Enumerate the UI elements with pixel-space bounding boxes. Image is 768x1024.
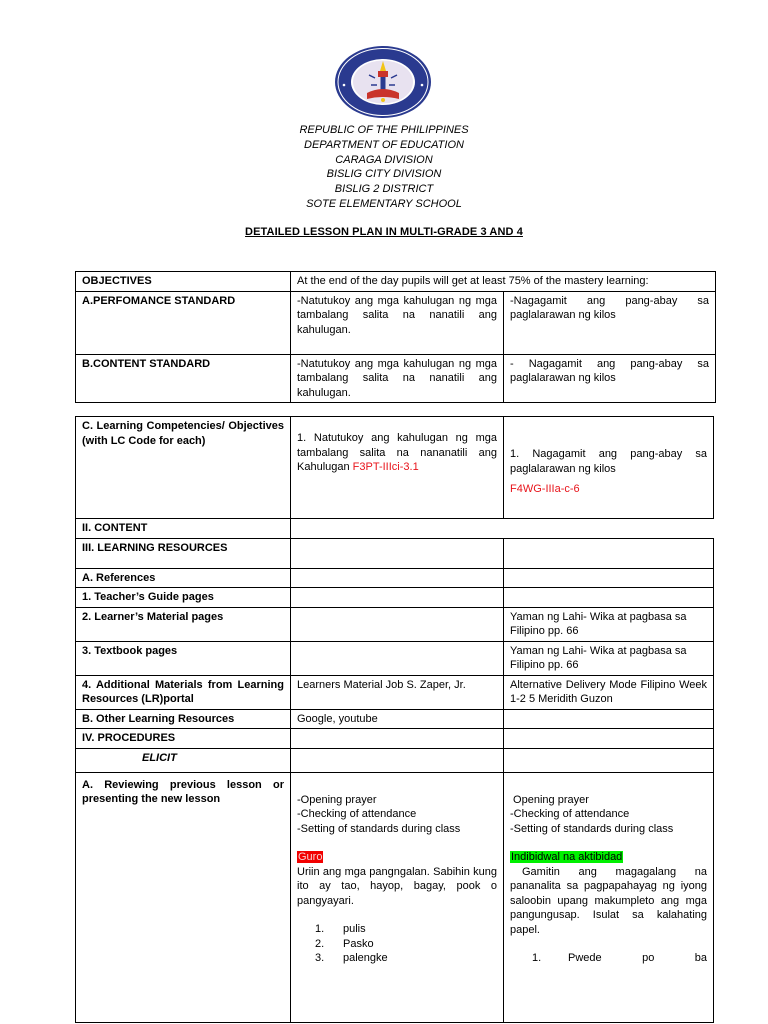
list-item xyxy=(297,951,497,966)
learning-resources-grade4 xyxy=(504,538,714,568)
references-grade4 xyxy=(504,568,714,588)
table-row xyxy=(76,272,716,292)
g3-activity-tag: Guro xyxy=(298,851,323,863)
content-label: II. CONTENT xyxy=(76,519,291,539)
table-row xyxy=(76,519,714,539)
procedures-grade3 xyxy=(291,729,504,749)
other-resources-grade4 xyxy=(504,709,714,729)
objectives-label: OBJECTIVES xyxy=(76,272,291,292)
learners-material-grade3 xyxy=(291,607,504,641)
content-value xyxy=(291,519,714,539)
g3-instruction: Uriin ang mga pangngalan. Sabihin kung ito ay tao, hayop, bagay, pook o pangyayari. xyxy=(297,865,497,907)
reviewing-grade4 xyxy=(504,772,714,1022)
table-row xyxy=(76,538,714,568)
g4-routine-standards: -Setting of standards during class xyxy=(510,822,674,835)
elicit-label: ELICIT xyxy=(76,748,291,772)
additional-materials-grade4: Alternative Delivery Mode Filipino Week 1-2 5 Meridith Guzon xyxy=(504,675,714,709)
g4-routine-attendance: -Checking of attendance xyxy=(510,808,630,820)
header-line-region: CARAGA DIVISION xyxy=(335,153,433,166)
teachers-guide-label: 1. Teacher’s Guide pages xyxy=(76,588,291,608)
g4-item-text: Pwede po ba xyxy=(568,952,707,964)
textbook-pages-grade4: Yaman ng Lahi- Wika at pagbasa sa Filipino pp. 66 xyxy=(504,641,714,675)
g3-item-number: 1. xyxy=(315,923,325,935)
performance-standard-label: A.PERFOMANCE STANDARD xyxy=(76,291,291,354)
performance-standard-grade4: -Nagagamit ang pang-abay sa paglalarawan ng kilos xyxy=(504,291,716,354)
lc-grade4-code: F4WG-IIIa-c-6 xyxy=(510,483,580,495)
document-title: DETAILED LESSON PLAN IN MULTI-GRADE 3 AND 4 xyxy=(245,226,523,238)
additional-materials-label: 4. Additional Materials from Learning Resources (LR)portal xyxy=(76,675,291,709)
elicit-grade3 xyxy=(291,748,504,772)
table-row xyxy=(76,607,714,641)
list-item xyxy=(297,937,497,952)
lc-grade4-text: 1. Nagagamit ang pang-abay sa paglalarawan ng kilos xyxy=(510,448,707,475)
learning-resources-label: III. LEARNING RESOURCES xyxy=(76,538,291,568)
teachers-guide-grade4 xyxy=(504,588,714,608)
learning-competency-grade3 xyxy=(291,417,504,519)
textbook-pages-label: 3. Textbook pages xyxy=(76,641,291,675)
content-standard-grade3: -Natutukoy ang mga kahulugan ng mga tambalang salita na nanatili ang kahulugan. xyxy=(291,354,504,403)
g4-activity-tag: Indibidwal na aktibidad xyxy=(511,851,623,863)
learning-competencies-label: C. Learning Competencies/ Objectives (with LC Code for each) xyxy=(76,417,291,519)
learning-resources-grade3 xyxy=(291,538,504,568)
header-line-department: DEPARTMENT OF EDUCATION xyxy=(304,138,464,151)
learners-material-grade4: Yaman ng Lahi- Wika at pagbasa sa Filipino pp. 66 xyxy=(504,607,714,641)
g3-routine-attendance: -Checking of attendance xyxy=(297,808,417,820)
performance-standard-grade3: -Natutukoy ang mga kahulugan ng mga tambalang salita na nanatili ang kahulugan. xyxy=(291,291,504,354)
table-row xyxy=(76,417,714,519)
g3-item-text: Pasko xyxy=(343,937,374,950)
learning-competency-grade4 xyxy=(504,417,714,519)
other-resources-grade3: Google, youtube xyxy=(291,709,504,729)
content-standard-label: B.CONTENT STANDARD xyxy=(76,354,291,403)
table-row xyxy=(76,291,716,354)
table-row xyxy=(76,772,714,1022)
g3-routine-prayer: -Opening prayer xyxy=(297,793,377,806)
other-resources-label: B. Other Learning Resources xyxy=(76,709,291,729)
g3-item-number: 3. xyxy=(315,952,325,964)
g3-item-text: pulis xyxy=(343,923,366,935)
reviewing-lesson-label: A. Reviewing previous lesson or presenting the new lesson xyxy=(76,772,291,1022)
header-line-school: SOTE ELEMENTARY SCHOOL xyxy=(306,197,462,210)
procedures-label: IV. PROCEDURES xyxy=(76,729,291,749)
references-label: A. References xyxy=(76,568,291,588)
table-row xyxy=(76,709,714,729)
lesson-procedures-table xyxy=(75,416,714,1023)
g4-item-number: 1. xyxy=(532,952,542,964)
reviewing-grade3 xyxy=(291,772,504,1022)
table-row xyxy=(76,675,714,709)
lc-grade3-code: F3PT-IIIci-3.1 xyxy=(352,461,419,473)
header-line-republic: REPUBLIC OF THE PHILIPPINES xyxy=(299,124,469,136)
textbook-pages-grade3 xyxy=(291,641,504,675)
additional-materials-grade3: Learners Material Job S. Zaper, Jr. xyxy=(291,675,504,709)
lc-grade3-text: 1. Natutukoy ang kahulugan ng mga tambalang salita na nananatili ang Kahulugan xyxy=(297,432,497,473)
table-row xyxy=(76,748,714,772)
table-row xyxy=(76,641,714,675)
g3-item-text: palengke xyxy=(343,952,388,964)
table-row xyxy=(76,729,714,749)
school-header xyxy=(0,123,768,212)
g3-item-number: 2. xyxy=(315,937,325,950)
g3-routine-standards: -Setting of standards during class xyxy=(297,822,461,835)
references-grade3 xyxy=(291,568,504,588)
procedures-grade4 xyxy=(504,729,714,749)
deped-seal-logo xyxy=(333,45,433,119)
teachers-guide-grade3 xyxy=(291,588,504,608)
g4-routine-prayer: Opening prayer xyxy=(510,793,589,806)
objectives-text: At the end of the day pupils will get at least 75% of the mastery learning: xyxy=(291,272,716,292)
header-line-district: BISLIG 2 DISTRICT xyxy=(334,183,434,196)
list-item xyxy=(297,922,497,937)
elicit-grade4 xyxy=(504,748,714,772)
table-row xyxy=(76,588,714,608)
g4-instruction: Gamitin ang magagalang na pananalita sa pagpapahayag ng iyong saloobin upang makumpleto ang mga pangungusap. Isulat sa kalahating papel. xyxy=(510,865,707,936)
header-line-division: BISLIG CITY DIVISION xyxy=(326,168,442,181)
table-row xyxy=(76,568,714,588)
learners-material-label: 2. Learner’s Material pages xyxy=(76,607,291,641)
list-item xyxy=(510,951,707,966)
objectives-table xyxy=(75,271,716,403)
table-row xyxy=(76,354,716,403)
content-standard-grade4: - Nagagamit ang pang-abay sa paglalarawan ng kilos xyxy=(504,354,716,403)
